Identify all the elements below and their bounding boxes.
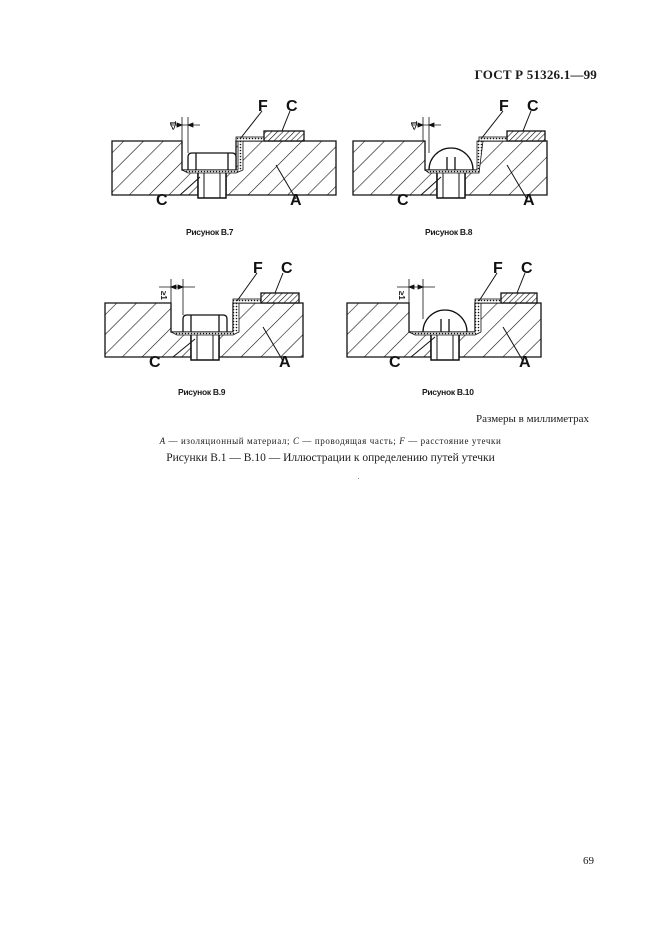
conductive-part [264,131,304,141]
label-f: F [499,98,509,115]
label-c: C [281,260,293,277]
figure-v10 [345,257,575,371]
label-c: C [286,98,298,115]
figure-caption: Рисунок В.8 [425,227,473,237]
label-f: F [493,260,503,277]
figure-v9 [103,257,333,371]
document-header: ГОСТ Р 51326.1—99 [474,67,597,82]
figure-caption: Рисунок В.7 [186,227,234,237]
figure-caption: Рисунок В.9 [178,387,226,397]
legend-text-f: — расстояние утечки [405,436,502,446]
dimension-label: ≥1 [397,291,406,300]
figure-v8 [351,95,581,209]
figure-caption: Рисунок В.10 [422,387,474,397]
label-a: A [290,192,302,209]
legend-text-c: — проводящая часть; [299,436,400,446]
dimension-label: <1 [169,120,178,130]
units-note: Размеры в миллиметрах [476,413,589,425]
label-c: C [389,354,401,371]
figures-title: Рисунки В.1 — В.10 — Иллюстрации к определению путей утечки [166,452,495,464]
label-c: C [156,192,168,209]
legend-text-a: — изоляционный материал; [165,436,293,446]
label-c: C [149,354,161,371]
legend-symbol-f: F [399,436,406,446]
dimension-label: <1 [410,120,419,130]
label-f: F [258,98,268,115]
bolt-head-round [429,148,473,170]
speck [358,478,359,479]
page-number: 69 [583,855,594,867]
dimension-label: ≥1 [159,291,168,300]
label-c: C [527,98,539,115]
legend-symbol-c: C [292,436,300,446]
label-c: C [397,192,409,209]
label-a: A [519,354,531,371]
label-c: C [521,260,533,277]
legend-symbol-a: A [159,436,166,446]
label-f: F [253,260,263,277]
figure-legend [0,436,661,446]
label-a: A [523,192,535,209]
figure-v7 [110,95,340,209]
label-a: A [279,354,291,371]
bolt-head-hex [188,153,236,170]
bolt-shank [198,170,226,198]
